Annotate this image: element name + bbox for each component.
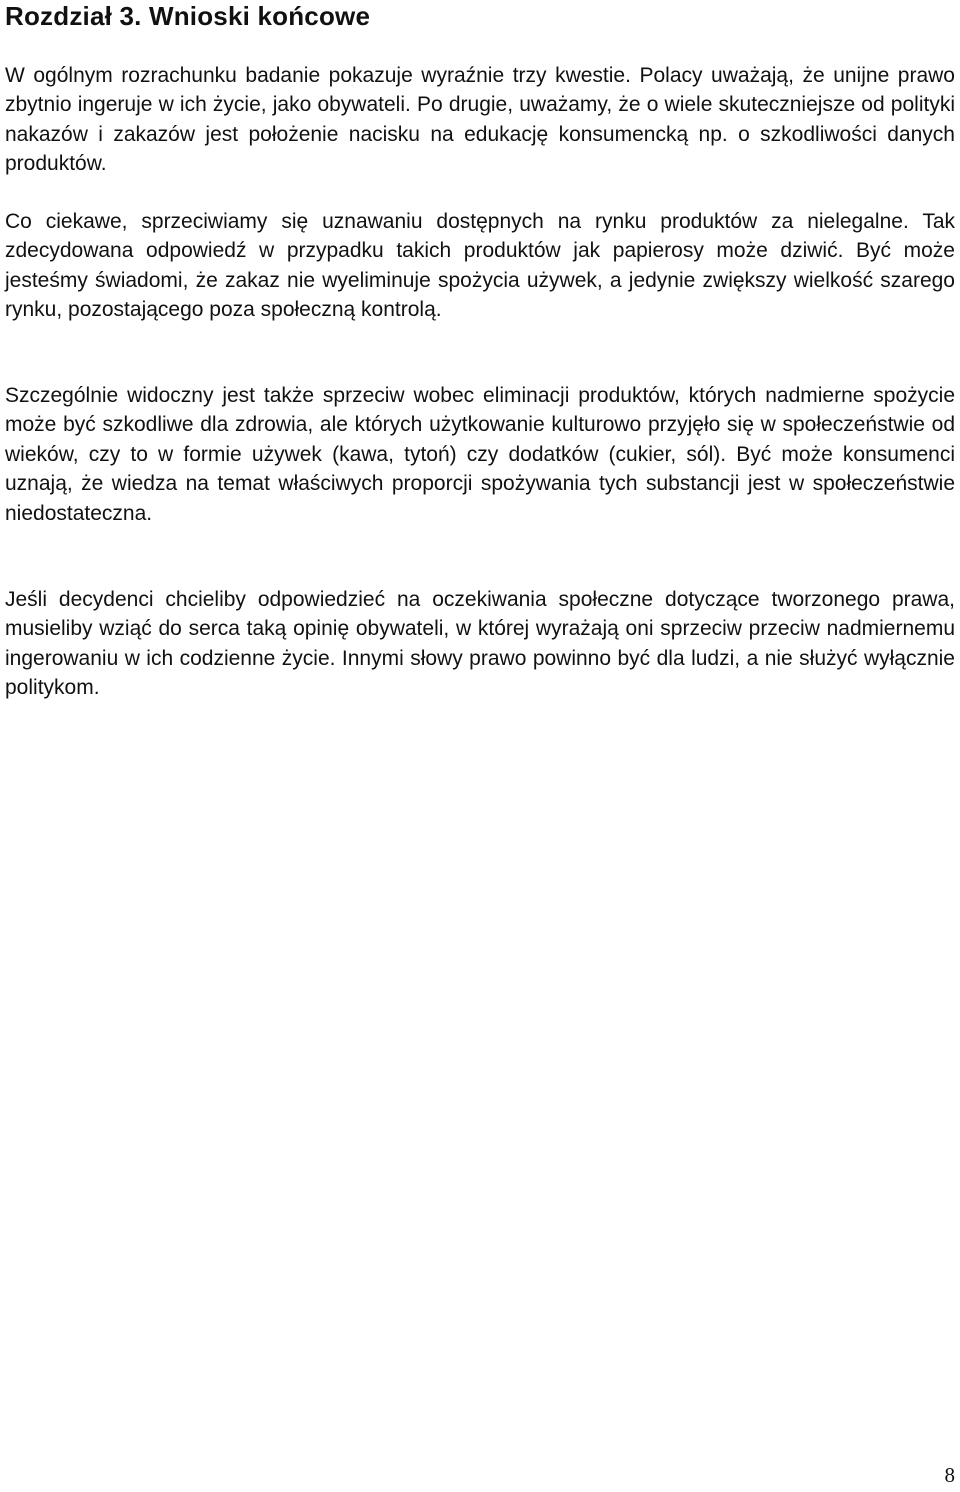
paragraph-summary: W ogólnym rozrachunku badanie pokazuje wyraźnie trzy kwestie. Polacy uważają, że unijne prawo zbytnio ingeruje w ich życie, jako obywateli. Po drugie, uważamy, że o wiele skuteczniejsze od polityki nakazów i zakazów jest położenie nacisku na edukację konsumencką np. o szkodliwości danych produktów. (5, 64, 955, 176)
paragraph-product-elimination: Szczególnie widoczny jest także sprzeciw wobec eliminacji produktów, których nadmierne spożycie może być szkodliwe dla zdrowia, ale których użytkowanie kulturowo przyjęło się w społeczeństwie od wieków, czy to w formie używek (kawa, tytoń) czy dodatków (cukier, sól). Być może konsumenci uznają, że wiedza na temat właściwych proporcji spożywania tych substancji jest w społeczeństwie niedostateczna. (5, 384, 955, 525)
chapter-title: Rozdział 3. Wnioski końcowe (5, 1, 371, 31)
document-page (5, 0, 955, 700)
paragraph-illegal-products: Co ciekawe, sprzeciwiamy się uznawaniu dostępnych na rynku produktów za nielegalne. Tak zdecydowana odpowiedź w przypadku takich produktów jak papierosy może dziwić. Być może jesteśmy świadomi, że zakaz nie wyeliminuje spożycia używek, a jedynie zwiększy wielkość szarego rynku, pozostającego poza społeczną kontrolą. (5, 210, 955, 322)
paragraph-decision-makers: Jeśli decydenci chcieliby odpowiedzieć na oczekiwania społeczne dotyczące tworzonego prawa, musieliby wziąć do serca taką opinię obywateli, w której wyrażają oni sprzeciw przeciw nadmiernemu ingerowaniu w ich codzienne życie. Innymi słowy prawo powinno być dla ludzi, a nie służyć wyłącznie politykom. (5, 588, 955, 700)
page-number: 8 (944, 1463, 955, 1487)
